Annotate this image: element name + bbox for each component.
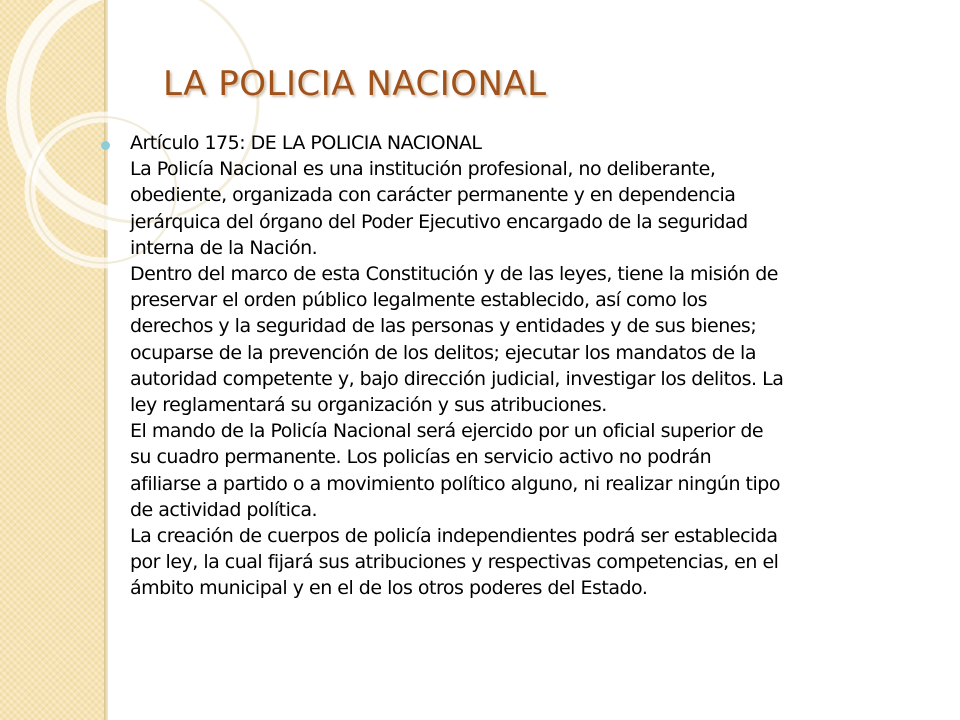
text-line: de actividad política.	[130, 498, 318, 521]
text-line: afiliarse a partido o a movimiento político alguno, ni realizar ningún tipo	[130, 472, 780, 495]
text-line: Dentro del marco de esta Constitución y de las leyes, tiene la misión de	[130, 263, 778, 286]
text-line: por ley, la cual fijará sus atribuciones y respectivas competencias, en el	[130, 551, 779, 574]
text-line: jerárquica del órgano del Poder Ejecutivo encargado de la seguridad	[130, 210, 748, 233]
slide-content	[98, 130, 910, 602]
text-line: su cuadro permanente. Los policías en servicio activo no podrán	[130, 446, 712, 469]
text-line: preservar el orden público legalmente establecido, así como los	[130, 289, 708, 312]
text-line: La Policía Nacional es una institución profesional, no deliberante,	[130, 158, 716, 181]
text-line: ámbito municipal y en el de los otros poderes del Estado.	[130, 577, 648, 600]
text-line: ley reglamentará su organización y sus atribuciones.	[130, 394, 607, 417]
text-line: La creación de cuerpos de policía independientes podrá ser establecida	[130, 525, 778, 548]
text-line: obediente, organizada con carácter permanente y en dependencia	[130, 184, 736, 207]
bullet-item	[98, 130, 910, 602]
text-line: ocuparse de la prevención de los delitos; ejecutar los mandatos de la	[130, 341, 756, 364]
article-heading: Artículo 175: DE LA POLICIA NACIONAL	[130, 132, 482, 154]
bullet-dot-icon	[101, 141, 110, 150]
text-line: El mando de la Policía Nacional será ejercido por un oficial superior de	[130, 420, 764, 443]
bullet-text	[130, 130, 910, 602]
text-line: autoridad competente y, bajo dirección judicial, investigar los delitos. La	[130, 367, 784, 390]
text-line: derechos y la seguridad de las personas y entidades y de sus bienes;	[130, 315, 757, 338]
slide-title: LA POLICIA NACIONAL	[163, 64, 547, 104]
text-line: interna de la Nación.	[130, 236, 318, 259]
